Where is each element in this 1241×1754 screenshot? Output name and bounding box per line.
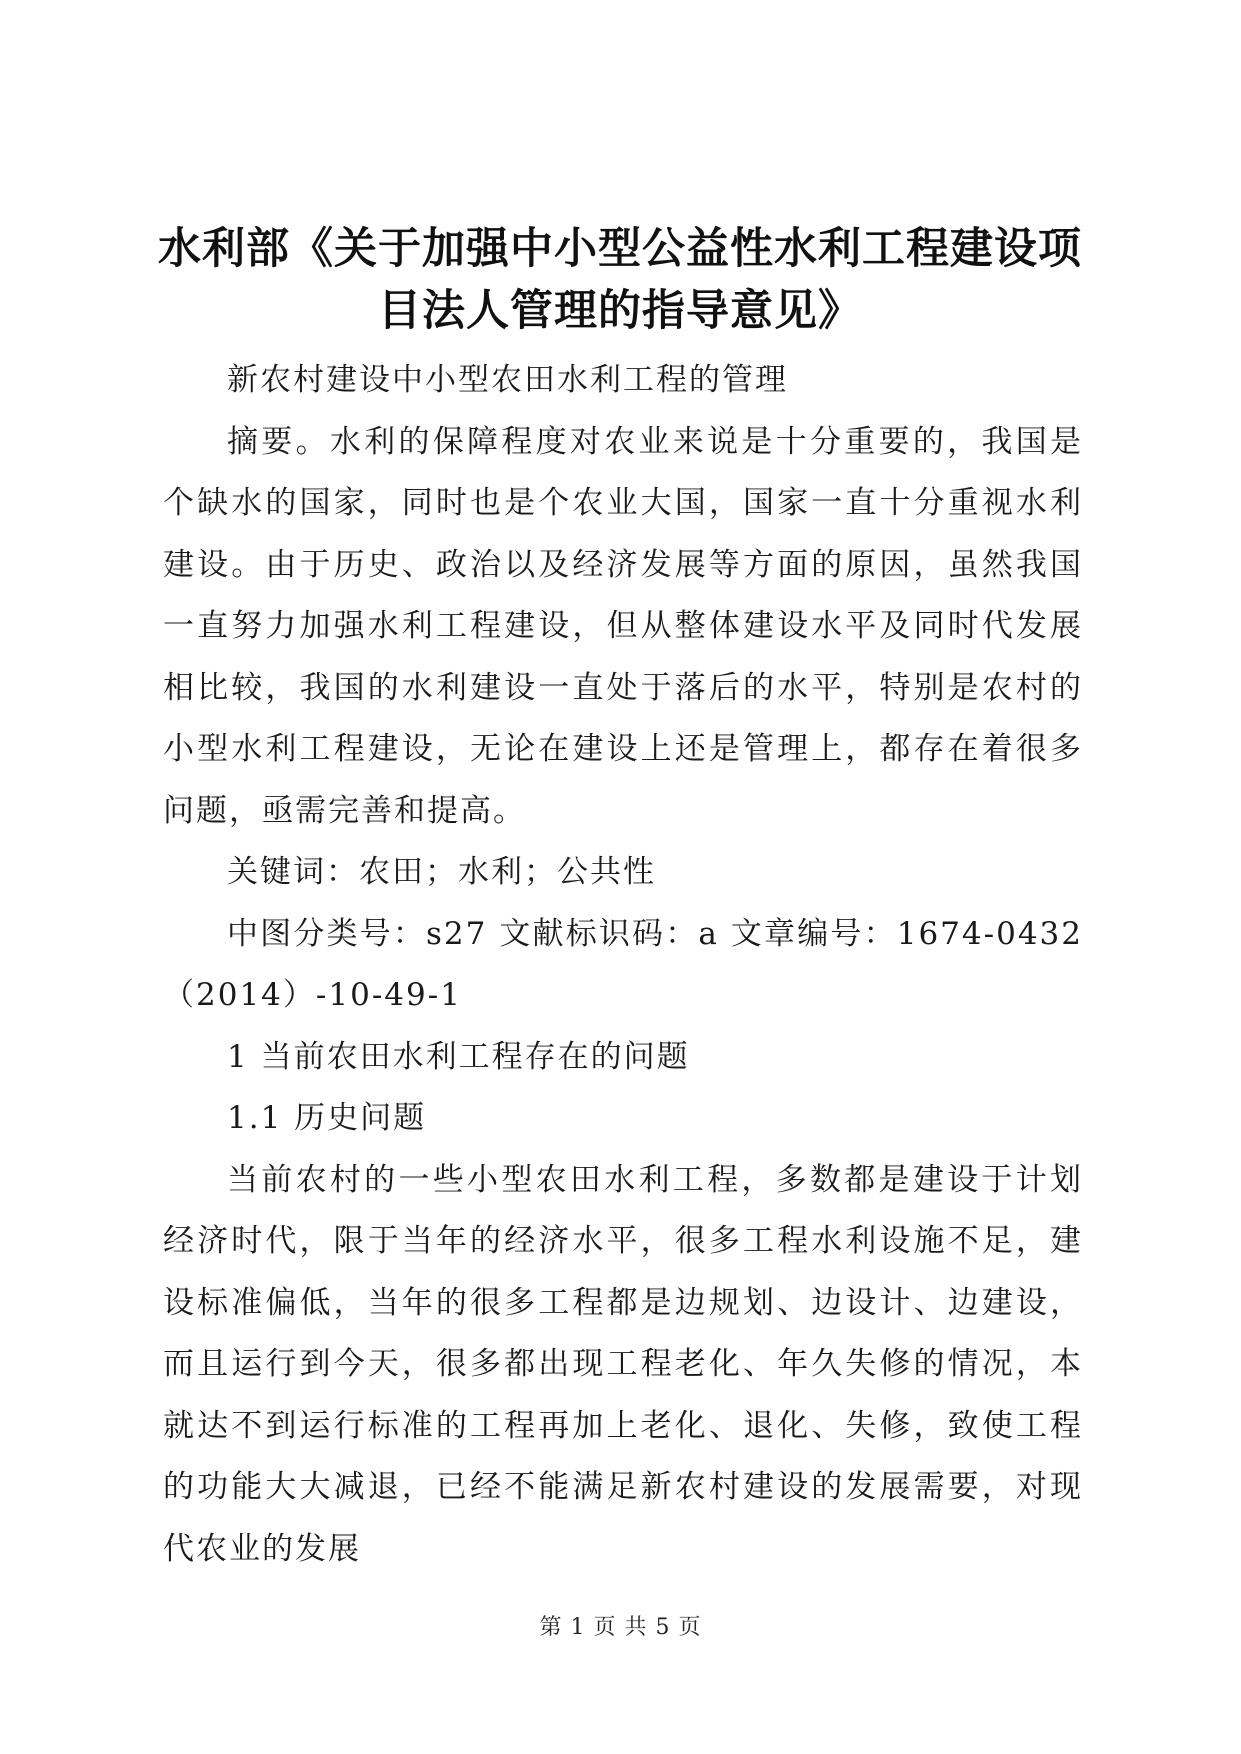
abstract-paragraph: 摘要。水利的保障程度对农业来说是十分重要的，我国是个缺水的国家，同时也是个农业大国，国家一直十分重视水利建设。由于历史、政治以及经济发展等方面的原因，虽然我国一直努力加强水利工程建设，但从整体建设水平及同时代发展相比较，我国的水利建设一直处于落后的水平，特别是农村的小型水利工程建设，无论在建设上还是管理上，都存在着很多问题，亟需完善和提高。 xyxy=(163,423,1083,829)
document-title: 水利部《关于加强中小型公益性水利工程建设项目法人管理的指导意见》 xyxy=(158,224,1082,336)
classification-paragraph: 中图分类号：s27 文献标识码：a 文章编号：1674-0432（2014）-10-49-1 xyxy=(163,915,1083,1013)
body-paragraph: 当前农村的一些小型农田水利工程，多数都是建设于计划经济时代，限于当年的经济水平，很多工程水利设施不足，建设标准偏低，当年的很多工程都是边规划、边设计、边建设，而且运行到今天，很多都出现工程老化、年久失修的情况，本就达不到运行标准的工程再加上老化、退化、失修，致使工程的功能大大减退，已经不能满足新农村建设的发展需要，对现代农业的发展 xyxy=(163,1161,1083,1567)
subtitle-paragraph: 新农村建设中小型农田水利工程的管理 xyxy=(227,362,788,398)
document-body xyxy=(163,350,1083,1580)
subsection-heading: 1.1 历史问题 xyxy=(227,1100,427,1136)
page-footer: 第 1 页 共 5 页 xyxy=(539,1615,702,1640)
keywords-paragraph: 关键词：农田；水利；公共性 xyxy=(227,854,656,890)
section-heading: 1 当前农田水利工程存在的问题 xyxy=(227,1038,690,1075)
